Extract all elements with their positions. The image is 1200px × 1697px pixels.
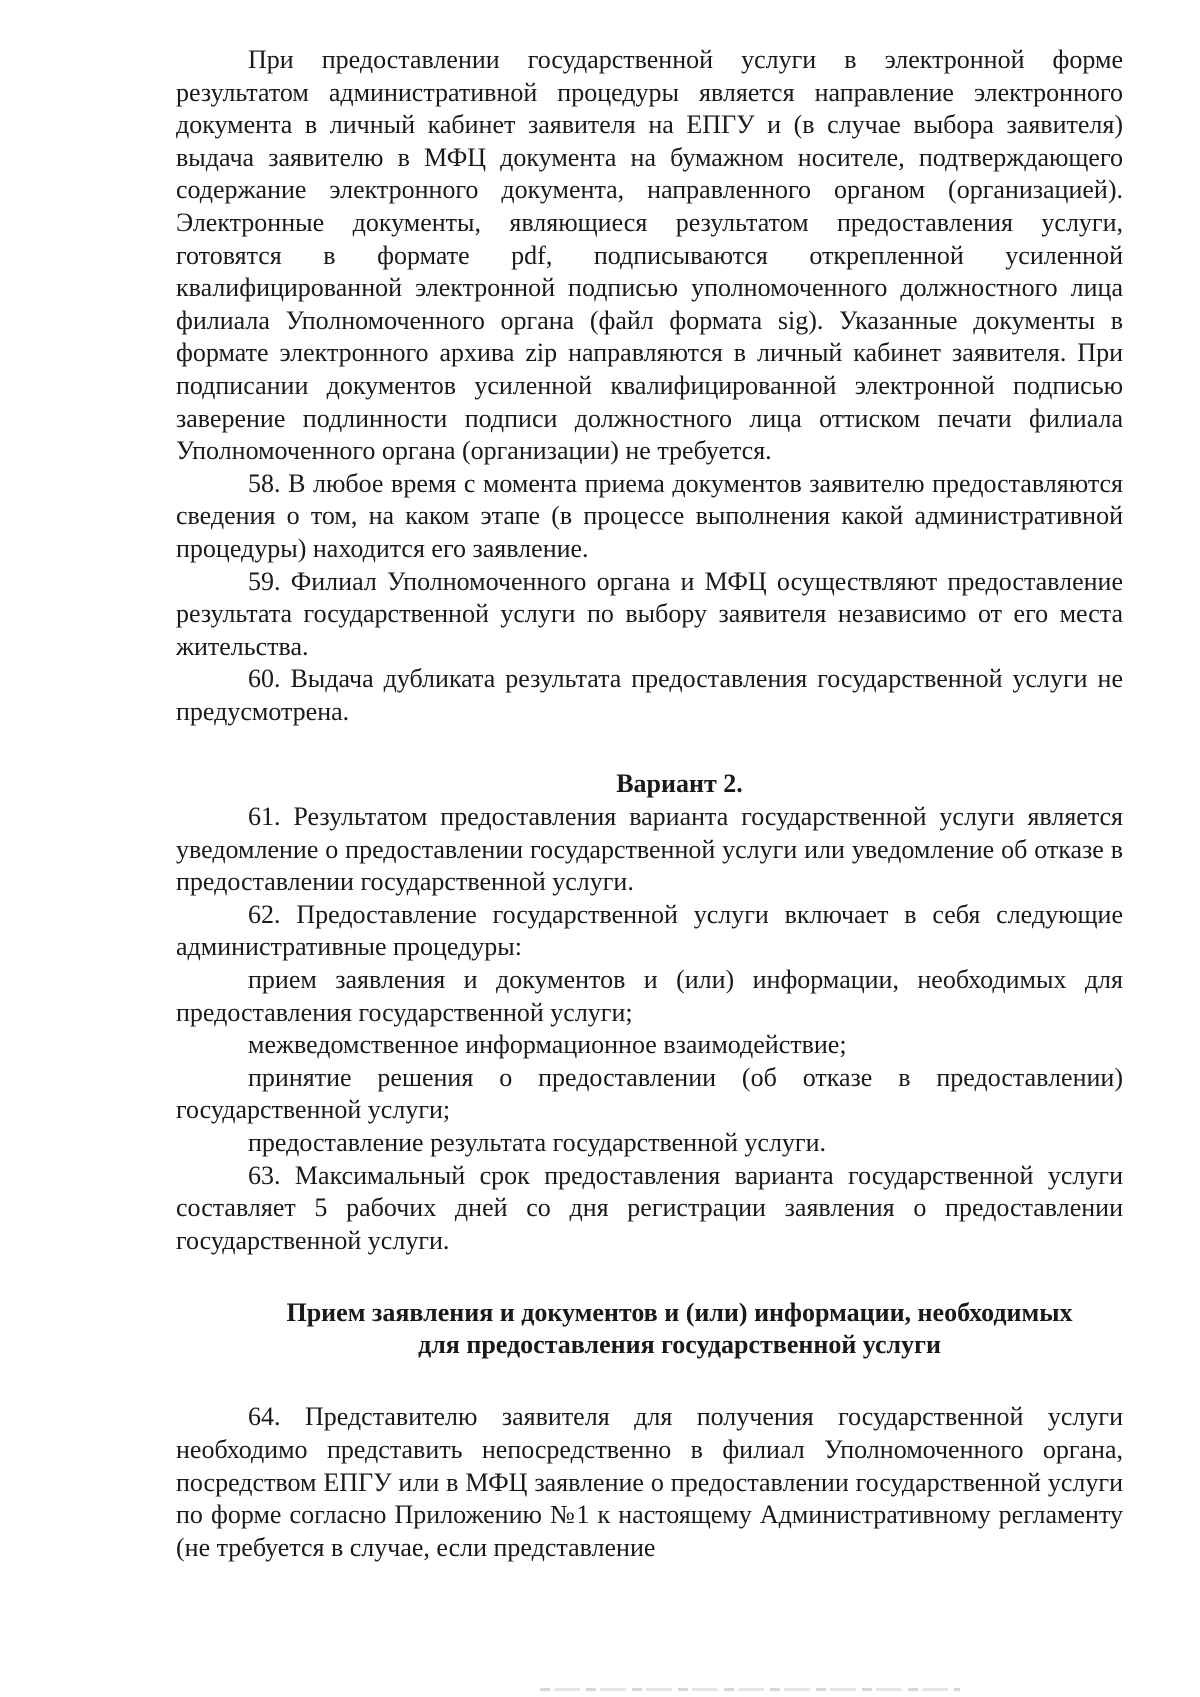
scan-edge-artifact [540,1688,960,1691]
paragraph-63: 63. Максимальный срок предоставления варианта государственной услуги составляет 5 рабочих дней со дня регистрации заявления о предоставлении государственной услуги. [176,1160,1123,1255]
section-heading-line-1: Прием заявления и документов и (или) информации, необходимых [286,1298,1073,1328]
paragraph-64: 64. Представителю заявителя для получения государственной услуги необходимо представить непосредственно в филиал Уполномоченного органа, посредством ЕПГУ или в МФЦ заявление о предоставлении государственной услуги по форме согласно Приложению №1 к настоящему Административному регламенту (не требуется в случае, если представление [176,1402,1123,1562]
procedure-item-result: предоставление результата государственной услуги. [248,1128,827,1157]
section-heading [176,1297,1123,1361]
paragraph-60: 60. Выдача дубликата результата предоставления государственной услуги не предусмотрена. [176,664,1123,726]
paragraph-59: 59. Филиал Уполномоченного органа и МФЦ осуществляют предоставление результата государственной услуги по выбору заявителя независимо от его места жительства. [176,566,1123,661]
paragraph-62: 62. Предоставление государственной услуги включает в себя следующие административные процедуры: [176,899,1123,962]
variant-heading: Вариант 2. [616,769,743,799]
procedure-item-decision: принятие решения о предоставлении (об отказе в предоставлении) государственной услуги; [176,1062,1123,1125]
procedure-item-interaction: межведомственное информационное взаимодействие; [248,1030,847,1060]
paragraph-58: 58. В любое время с момента приема документов заявителю предоставляются сведения о том, на каком этапе (в процессе выполнения какой административной процедуры) находится его заявление. [176,468,1123,563]
section-heading-line-2: для предоставления государственной услуги [418,1330,941,1360]
paragraph-61: 61. Результатом предоставления варианта государственной услуги является уведомление о предоставлении государственной услуги или уведомление об отказе в предоставлении государственной услуги. [176,802,1123,897]
procedure-item-reception: прием заявления и документов и (или) информации, необходимых для предоставления государственной услуги; [176,965,1123,1027]
document-body [176,44,1123,1564]
paragraph-electronic-result: При предоставлении государственной услуги в электронной форме результатом административной процедуры является направление электронного документа в личный кабинет заявителя на ЕПГУ и (в случае выбора заявителя) выдача заявителю в МФЦ документа на бумажном носителе, подтверждающего содержание электронного документа, направленного органом (организацией). Электронные документы, являющиеся результатом предоставления услуги, готовятся в формате pdf, подписываются открепленной усиленной квалифицированной электронной подписью уполномоченного должностного лица филиала Уполномоченного органа (файл формата sig). Указанные документы в формате электронного архива zip направляются в личный кабинет заявителя. При подписании документов усиленной квалифицированной электронной подписью заверение подлинности подписи должностного лица оттиском печати филиала Уполномоченного органа (организации) не требуется. [176,45,1123,466]
